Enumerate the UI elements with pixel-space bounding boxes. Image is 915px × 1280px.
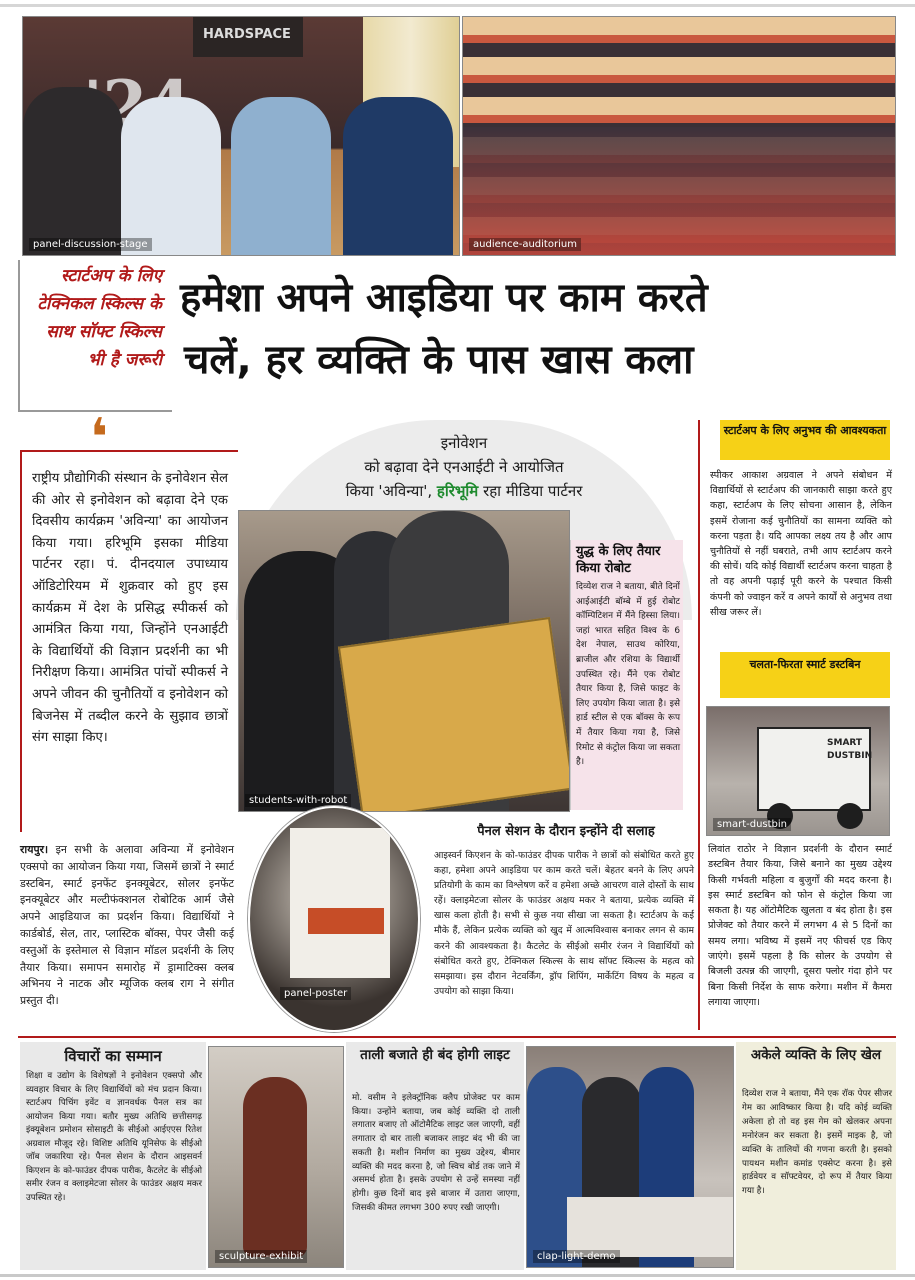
demo-table — [567, 1197, 733, 1257]
lead-paragraph: राष्ट्रीय प्रौद्योगिकी संस्थान के इनोवेशन सेल की ओर से इनोवेशन को बढ़ावा देने एक दिवसीय कार्यक्रम 'अविन्या' का आयोजन किया गया। हरिभूमि इसका मीडिया पार्टनर रहा। पं. दीनदयाल उपाध्याय ऑडिटोरियम में शुक्रवार को हुए इस कार्यक्रम में देश के प्रसिद्ध स्पीकर्स को आमंत्रित किया गया, जिन्होंने एनआईटी के विद्यार्थियों की विज्ञान प्रदर्शनी का भी निरीक्षण किया। आमंत्रित पांचों स्पीकर्स ने अपने जीवन की चुनौतियों व इनोवेशन को बिजनेस में तब्दील करने के सुझाव छात्रों संग साझा किए। — [32, 471, 228, 746]
speaker-1 — [23, 87, 123, 256]
dustbin-tag-text: चलता-फिरता स्मार्ट डस्टबिन — [749, 658, 861, 671]
alone-body: दिव्येश राज ने बताया, मैंने एक रॉक पेपर सीजर गेम का आविष्कार किया है। यदि कोई व्यक्ति अकेला हो तो वह इस गेम को खेलकर अपना मनोरंजन कर सकता है। इसमें माइक है, जो व्यक्ति के तालियों की गणना करती है। इसको पायथन मशीन कमांड एक्सेप्ट करना है। इसे हार्डवेयर व सॉफ्टवेयर, दो रूप में तैयार किया गया है। — [742, 1089, 892, 1197]
dustbin-wheel-right — [837, 803, 863, 829]
experience-tag — [720, 420, 890, 460]
speaker-4 — [343, 97, 453, 256]
photo-caption: audience-auditorium — [469, 238, 581, 251]
poster-board — [290, 828, 390, 978]
dustbin-body-text: लिवांत राठोर ने विज्ञान प्रदर्शनी के दौरान स्मार्ट डस्टबिन तैयार किया, जिसे बनाने का मुख्य उद्देश्य किसी गर्भवती महिला व बुजुर्गों की मदद करना है। इस स्मार्ट डस्टबिन को फोन से कंट्रोल किया जा सकता है। यह ऑटोमैटिक खुलता व बंद होता है। इस प्रोजेक्ट को तैयार करने में लगभग 4 से 5 दिनों का समय लगा। भविष्य में इसमें नए फीचर्स एड किए जाएंगे। इसमें पहला है कि सोलर के उपयोग से बिजली उत्पन्न की जाएगी, दूसरा फ्लोर गंदा होने पर बिना किसी निर्देश के साफ करेगा। मशीन में कैमरा लगाया जाएगा। — [708, 844, 892, 1008]
bottom-rule — [0, 1274, 915, 1277]
robot-story-body: दिव्येश राज ने बताया, बीते दिनों आईआईटी बॉम्बे में हुई रोबोट कॉम्पिटिशन में मैंने हिस्सा लिया। जहां भारत सहित विश्व के 6 देश नेपाल, साउथ कोरिया, ब्राजील और रशिया के विद्यार्थी उपस्थित रहे। मैंने एक रोबोट तैयार किया है, जिसे फाइट के लिए उपयोग किया जाता है। इसे हार्ड स्टील से एक बॉक्स के रूप में तैयार किया गया है, जिसे रिमोट से कंट्रोल किया जा सकता है। — [576, 582, 680, 768]
photo-caption: panel-poster — [280, 987, 351, 1000]
respect-body: शिक्षा व उद्योग के विशेषज्ञों ने इनोवेशन एक्सपो और व्यवहार विचार के लिए विद्यार्थियों को मंच प्रदान किया। स्टार्टअप पिचिंग इवेंट व ज्ञानवर्धक पैनल सत्र का आयोजन किया गया। बतौर मुख्य अतिथि छत्तीसगढ़ इंक्यूबेशन प्रमोशन सोसाइटी के सीईओ आईएएस रितेश अग्रवाल मौजूद रहे। विशिष्ट अतिथि यूनिसेफ के सीईओ जॉब जकारिया रहे। पैनल सेशन के दौरान आइसवर्न किएशन के को-फाउंडर दीपक पारीक, कैटलेट के सीईओ समीर रंजन व क्लाइमेटजा सोलर के फाउंडर अक्षय मकर उपस्थित रहे। — [26, 1071, 202, 1203]
photo-smart-dustbin — [706, 706, 890, 836]
photo-caption: sculpture-exhibit — [215, 1250, 307, 1263]
photo-students-robot — [238, 510, 570, 812]
body-left — [20, 842, 234, 1010]
photo-audience — [462, 16, 896, 256]
experience-body: स्पीकर आकाश अग्रवाल ने अपने संबोधन में विद्यार्थियों से स्टार्टअप की जानकारी साझा करते हुए कहा, स्टार्टअप के लिए सोचना आसान है, लेकिन इसमें रोजाना कई चुनौतियों का सामना व्यक्ति को करना पड़ता है। यदि आपका लक्ष्य तय है और आप चुनौतियों से नहीं घबराते, तभी आप स्टार्टअप करने की सोचें। यदि कोई विद्यार्थी स्टार्टअप करना चाहता है तो वह अपनी पढ़ाई पूरी करने के पश्चात किसी कंपनी को ज्वाइन करें व अपने कार्यों से अनुभव तथा सीख जरूर लें। — [710, 470, 892, 618]
subhead-line-3-post: रहा मीडिया पार्टनर — [483, 482, 583, 500]
dateline: रायपुर। — [20, 843, 49, 856]
photo-caption: clap-light-demo — [533, 1250, 620, 1263]
experience-tag-text: स्टार्टअप के लिए अनुभव की आवश्यकता — [723, 424, 887, 437]
robot-box — [338, 617, 570, 812]
top-rule — [0, 4, 915, 7]
body-left-text: इन सभी के अलावा अविन्या में इनोवेशन एक्सपो का आयोजन किया गया, जिसमें छात्रों ने स्मार्ट डस्टबिन, स्मार्ट इनफेंट इनक्यूबेटर, सोलर इनफेंट इनक्यूबेटर और मल्टीफंक्शनल रोबोटिक आर्म जैसे अपने आइडियाज का प्रदर्शन किया। विद्यार्थियों ने कार्डबोर्ड, सेल, तार, प्लास्टिक बॉक्स, पेपर जैसी कई वस्तुओं के इस्तेमाल से विज्ञान मॉडल प्रदर्शनी के लिए तैयार किया। समापन समारोह में ड्रामाटिक्स क्लब अभिनय ने नाटक और म्यूजिक क्लब राग ने संगीत प्रस्तुत दी। — [20, 843, 234, 1008]
speaker-3 — [231, 97, 331, 256]
panel-story-body: आइस्वर्न किएशन के को-फाउंडर दीपक पारीक ने छात्रों को संबोधित करते हुए कहा, हमेशा अपने आइडिया पर काम करते चलें। बेहतर बनने के लिए अपने प्रतियोगी के काम का विश्लेषण करें व हमेशा अच्छे आचरण वाले दोस्तों के साथ रहें। क्लाइमेटजा सोलर के फाउंडर अक्षय मकर ने बताया, प्रत्येक व्यक्ति में खास कला होती है। सभी से कुछ नया सीखा जा सकता है। स्टार्टअप के कई मौके हैं, लेकिन प्रत्येक व्यक्ति को खुद में आत्मविश्वास बनाकर लगन से काम करने की आवश्यकता है। कैटलेट के सीईओ समीर रंजन ने विद्यार्थियों को संबोधित करते हुए, टेक्निकल स्किल्स के साथ सॉफ्ट स्किल्स के महत्व को समझाया। इस दौरान नेटवर्किंग, ड्रॉप शिपिंग, मार्केटिंग विषय के महत्व व उपयोग को साझा किया। — [434, 850, 694, 997]
respect-title: विचारों का सम्मान — [64, 1047, 162, 1065]
brand-name: हरिभूमि — [436, 482, 479, 500]
clap-body: मो. वसीम ने इलेक्ट्रॉनिक क्लैप प्रोजेक्ट पर काम किया। उन्होंने बताया, जब कोई व्यक्ति दो ताली लगातार बजाए तो ऑटोमैटिक लाइट जल जाएगी, वहीं लगातार दो बार ताली बजाकर लाइट बंद भी की जा सकती है। मशीन निर्माण का मुख्य उद्देश्य, बीमार व्यक्ति की मदद करना है, जो स्विच बोर्ड तक जाने में असमर्थ होता है। इसके उपयोग से उन्हें समस्या नहीं होगी। कुछ दिनों बाद इसे बाजार में उतारा जाएगा, जिसकी कीमत लगभग 300 रुपए रखी जाएगी। — [352, 1093, 520, 1213]
robot-story-title: युद्ध के लिए तैयार किया रोबोट — [576, 544, 661, 576]
photo-panel-poster — [248, 806, 420, 1032]
subhead-line-2: को बढ़ावा देने एनआईटी ने आयोजित — [364, 458, 564, 476]
poster-banner — [308, 908, 384, 934]
headline-line-2: चलें, हर व्यक्ति के पास खास कला — [184, 337, 694, 383]
subhead-line-1: इनोवेशन — [440, 434, 488, 452]
alone-title: अकेले व्यक्ति के लिए खेल — [750, 1047, 882, 1063]
quote-mark: ❛ — [90, 408, 109, 468]
panel-story-title: पैनल सेशन के दौरान इन्होंने दी सलाह — [477, 824, 655, 839]
stage-banner-text: HARDSPACE — [203, 27, 291, 42]
headline-line-1: हमेशा अपने आइडिया पर काम करते — [180, 275, 708, 321]
subhead-line-3-pre: किया 'अविन्या', — [345, 482, 433, 500]
speaker-2 — [121, 97, 221, 256]
photo-clap-light-demo — [526, 1046, 734, 1268]
side-tag: स्टार्टअप के लिए टेक्निकल स्किल्स के साथ सॉफ्ट स्किल्स भी है जरूरी — [37, 266, 162, 370]
photo-panel-discussion — [22, 16, 460, 256]
right-column-rule — [698, 420, 700, 1030]
sculpture-figure — [243, 1077, 307, 1257]
clap-title: ताली बजाते ही बंद होगी लाइट — [360, 1047, 510, 1063]
bottom-top-rule — [18, 1036, 896, 1038]
photo-caption: smart-dustbin — [713, 818, 791, 831]
dustbin-sign: SMART DUSTBIN — [827, 738, 873, 761]
photo-caption: students-with-robot — [245, 794, 351, 807]
dustbin-tag — [720, 652, 890, 698]
audience-front — [463, 127, 895, 255]
photo-sculpture — [208, 1046, 344, 1268]
subhead-line-3 — [236, 480, 692, 502]
photo-caption: panel-discussion-stage — [29, 238, 152, 251]
